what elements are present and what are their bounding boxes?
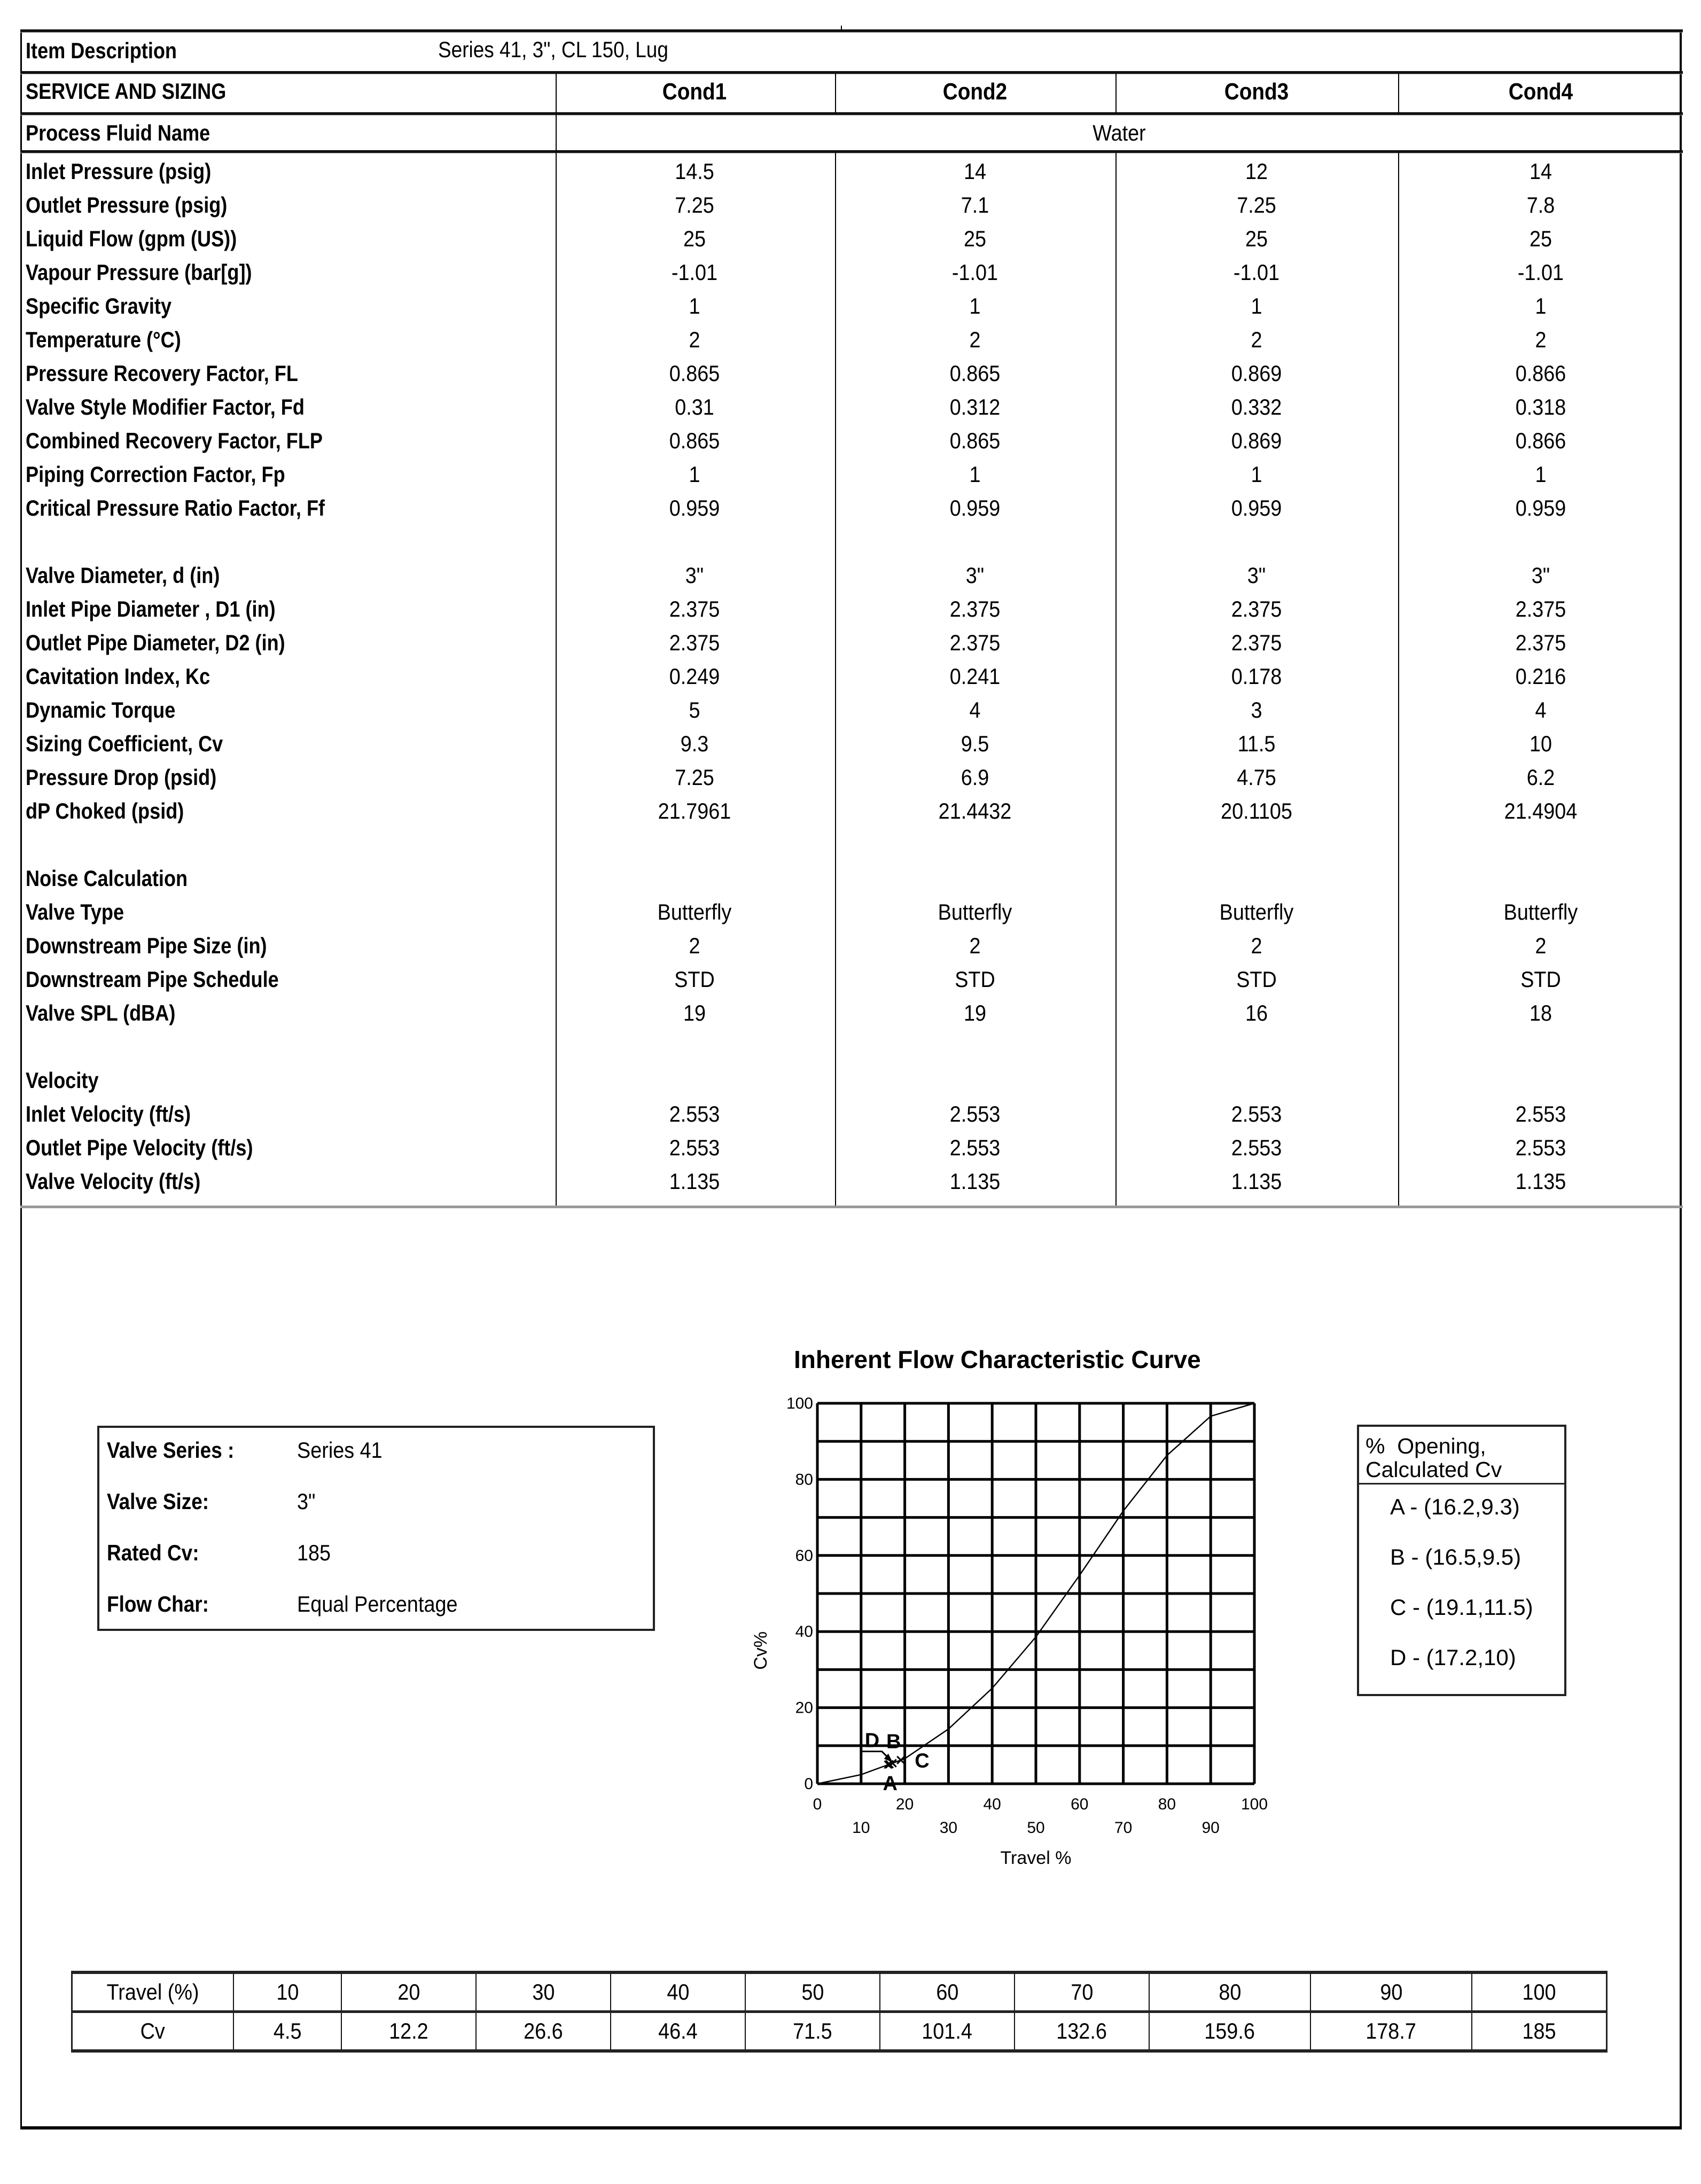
legend-item: A - (16.2,9.3) [1390, 1494, 1520, 1519]
cell-cond4: 1.135 [1515, 1169, 1566, 1194]
row-label: Cavitation Index, Kc [26, 664, 210, 689]
row-label: Inlet Velocity (ft/s) [26, 1101, 191, 1126]
cell-cond3: 3" [1247, 563, 1266, 588]
row-label: Combined Recovery Factor, FLP [26, 428, 323, 453]
cell-cond3: 0.869 [1231, 361, 1282, 386]
row-label: Vapour Pressure (bar[g]) [26, 260, 252, 285]
legend-item: D - (17.2,10) [1390, 1645, 1516, 1670]
cell-cond3: -1.01 [1233, 260, 1280, 285]
row-label: Liquid Flow (gpm (US)) [26, 226, 237, 251]
cell-cond1: 7.25 [675, 192, 714, 217]
cell-cond2: 19 [963, 1000, 987, 1025]
cell-cond3: 16 [1245, 1000, 1268, 1025]
cell-cond4: 0.866 [1515, 361, 1566, 386]
valve-info-value: 185 [297, 1540, 331, 1565]
legend-header [1359, 1427, 1564, 1485]
cv-cell [341, 2012, 476, 2051]
y-tick-label: 80 [795, 1471, 813, 1489]
condition-header-1: Cond1 [662, 79, 727, 105]
condition-header-4: Cond4 [1508, 79, 1573, 105]
cell-cond2: Butterfly [938, 899, 1012, 924]
cell-cond1: 3" [685, 563, 704, 588]
cv-value: 178.7 [1366, 2018, 1417, 2043]
legend-item: B - (16.5,9.5) [1390, 1544, 1521, 1569]
cell-cond3: 11.5 [1237, 731, 1276, 756]
valve-info-key: Rated Cv: [107, 1540, 199, 1565]
cell-cond4: 21.4904 [1504, 798, 1578, 823]
sizing-header-label: SERVICE AND SIZING [26, 79, 227, 104]
cv-cell [745, 2012, 880, 2051]
legend-title-line1: % Opening, [1366, 1434, 1486, 1458]
travel-cell [745, 1972, 880, 2012]
cv-cell [1310, 2012, 1472, 2051]
y-tick-label: 60 [795, 1546, 813, 1565]
cell-cond4: 25 [1529, 226, 1552, 251]
item-description-value: Series 41, 3", CL 150, Lug [438, 37, 668, 62]
cell-cond4: 2.553 [1515, 1135, 1566, 1160]
cell-cond1: 2.375 [669, 630, 720, 655]
cv-value: 185 [1522, 2018, 1556, 2043]
y-axis-label: Cv% [751, 1631, 771, 1670]
travel-value: 50 [801, 1979, 824, 2004]
operating-point-label-b: B [886, 1730, 901, 1753]
travel-cell [1149, 1972, 1310, 2012]
row-label: Inlet Pipe Diameter , D1 (in) [26, 596, 276, 621]
y-tick-label: 40 [795, 1623, 813, 1641]
cell-cond2: 7.1 [961, 192, 989, 217]
chart-title: Inherent Flow Characteristic Curve [794, 1346, 1201, 1373]
cell-cond4: 0.318 [1515, 394, 1566, 419]
cell-cond1: 2 [689, 933, 700, 958]
cell-cond3: Butterfly [1219, 899, 1294, 924]
row-label: Downstream Pipe Size (in) [26, 933, 267, 958]
row-label: Pressure Drop (psid) [26, 765, 217, 790]
travel-value: 60 [935, 1979, 959, 2004]
cell-cond2: 0.959 [949, 495, 1001, 520]
row-label: Piping Correction Factor, Fp [26, 462, 285, 487]
operating-point-label-a: A [883, 1773, 898, 1796]
x-tick-label: 40 [983, 1796, 1001, 1813]
operating-point-label-d: D [864, 1729, 880, 1752]
cell-cond4: Butterfly [1503, 899, 1578, 924]
cell-cond1: 2.553 [669, 1101, 720, 1126]
cv-value: 26.6 [524, 2018, 563, 2043]
cell-cond2: 0.312 [949, 394, 1001, 419]
cell-cond4: 3" [1531, 563, 1550, 588]
x-tick-label: 0 [813, 1796, 822, 1813]
cell-cond4: 4 [1535, 697, 1547, 722]
cell-cond4: STD [1520, 967, 1561, 992]
travel-value: 70 [1070, 1979, 1094, 2004]
cell-cond3: 2.553 [1231, 1101, 1282, 1126]
cell-cond1: 7.25 [675, 765, 714, 790]
row-label: Valve Type [26, 899, 124, 924]
cell-cond4: 2.375 [1515, 596, 1566, 621]
legend-title-line2: Calculated Cv [1366, 1457, 1502, 1482]
valve-info-value: Series 41 [297, 1437, 383, 1463]
cell-cond1: 14.5 [675, 159, 714, 184]
row-label: Downstream Pipe Schedule [26, 967, 279, 992]
valve-info-key: Flow Char: [107, 1591, 209, 1616]
travel-cell [1015, 1972, 1149, 2012]
cell-cond2: 1.135 [949, 1169, 1001, 1194]
cv-row [72, 2012, 1607, 2051]
cv-cell [233, 2012, 341, 2051]
travel-cell [1472, 1972, 1607, 2012]
process-fluid-label: Process Fluid Name [26, 120, 210, 145]
calculated-cv-legend [1357, 1425, 1566, 1696]
cell-cond4: -1.01 [1517, 260, 1564, 285]
cell-cond3: 1.135 [1231, 1169, 1282, 1194]
cell-cond1: Butterfly [657, 899, 732, 924]
cell-cond1: 1 [689, 293, 700, 318]
cell-cond2: 0.865 [949, 428, 1001, 453]
cell-cond2: 2 [969, 933, 981, 958]
travel-value: 100 [1522, 1979, 1556, 2004]
cell-cond1: 21.7961 [658, 798, 731, 823]
cv-value: 101.4 [922, 2018, 973, 2043]
cell-cond4: 0.216 [1515, 664, 1566, 689]
row-label: Critical Pressure Ratio Factor, Ff [26, 495, 325, 520]
cell-cond2: 4 [969, 697, 981, 722]
cell-cond1: 19 [683, 1000, 706, 1025]
cell-cond3: 2 [1251, 933, 1262, 958]
cell-cond3: 2.375 [1231, 596, 1282, 621]
travel-value: 40 [666, 1979, 690, 2004]
valve-info-value: 3" [297, 1489, 316, 1514]
cell-cond4: 18 [1529, 1000, 1552, 1025]
cell-cond4: 2 [1535, 327, 1547, 352]
travel-cell [880, 1972, 1015, 2012]
cell-cond4: 7.8 [1526, 192, 1555, 217]
travel-value: 30 [532, 1979, 555, 2004]
cell-cond1: -1.01 [671, 260, 718, 285]
cell-cond2: 3" [965, 563, 985, 588]
cell-cond2: STD [955, 967, 995, 992]
cell-cond3: 2.375 [1231, 630, 1282, 655]
cell-cond2: 0.241 [949, 664, 1001, 689]
cell-cond2: 2 [969, 327, 981, 352]
cell-cond1: 9.3 [680, 731, 709, 756]
cell-cond1: 5 [689, 697, 700, 722]
cv-value: 46.4 [658, 2018, 698, 2043]
x-tick-label: 60 [1071, 1796, 1089, 1813]
row-label: Outlet Pipe Velocity (ft/s) [26, 1135, 253, 1160]
cell-cond4: 14 [1529, 159, 1552, 184]
cell-cond3: 1 [1251, 293, 1262, 318]
process-fluid-value: Water [1093, 120, 1146, 145]
cv-value: 12.2 [389, 2018, 428, 2043]
row-label: Velocity [26, 1068, 99, 1093]
cell-cond2: -1.01 [951, 260, 998, 285]
cell-cond3: 7.25 [1237, 192, 1276, 217]
row-label: Dynamic Torque [26, 697, 176, 722]
condition-header-2: Cond2 [942, 79, 1008, 105]
row-label: dP Choked (psid) [26, 798, 184, 823]
cell-cond2: 21.4432 [938, 798, 1012, 823]
row-label: Noise Calculation [26, 866, 188, 891]
operating-point-label-c: C [915, 1750, 930, 1773]
cell-cond1: 0.865 [669, 361, 720, 386]
x-axis-label: Travel % [1000, 1848, 1072, 1868]
row-header [72, 2012, 234, 2051]
cell-cond2: 2.553 [949, 1101, 1001, 1126]
cell-cond2: 0.865 [949, 361, 1001, 386]
cv-cell [611, 2012, 745, 2051]
cell-cond2: 14 [963, 159, 987, 184]
x-tick-label: 90 [1201, 1819, 1220, 1837]
cell-cond3: 4.75 [1237, 765, 1276, 790]
y-tick-label: 100 [786, 1395, 813, 1412]
cell-cond1: 2.375 [669, 596, 720, 621]
cv-value: 4.5 [273, 2018, 302, 2043]
cell-cond1: 2 [689, 327, 700, 352]
travel-cell [1310, 1972, 1472, 2012]
cell-cond3: 0.332 [1231, 394, 1282, 419]
travel-cell [611, 1972, 745, 2012]
row-label: Inlet Pressure (psig) [26, 159, 212, 184]
x-tick-label: 70 [1114, 1819, 1133, 1837]
cell-cond4: 0.866 [1515, 428, 1566, 453]
row-header-text: Cv [140, 2018, 166, 2043]
x-tick-label: 80 [1158, 1796, 1176, 1813]
row-label: Valve SPL (dBA) [26, 1000, 176, 1025]
cell-cond3: 25 [1245, 226, 1268, 251]
x-tick-label: 10 [852, 1819, 870, 1837]
item-description-label: Item Description [26, 38, 177, 63]
cv-cell [1015, 2012, 1149, 2051]
cell-cond4: 6.2 [1526, 765, 1555, 790]
cell-cond3: STD [1236, 967, 1277, 992]
valve-info-key: Valve Size: [107, 1489, 209, 1514]
cell-cond3: 2 [1251, 327, 1262, 352]
cell-cond1: 1.135 [669, 1169, 720, 1194]
cv-cell [880, 2012, 1015, 2051]
cv-value: 132.6 [1056, 2018, 1107, 2043]
cell-cond3: 1 [1251, 462, 1262, 487]
row-label: Outlet Pipe Diameter, D2 (in) [26, 630, 285, 655]
cv-cell [1472, 2012, 1607, 2051]
cell-cond3: 2.553 [1231, 1135, 1282, 1160]
cell-cond2: 2.553 [949, 1135, 1001, 1160]
travel-value: 80 [1218, 1979, 1242, 2004]
row-label: Pressure Recovery Factor, FL [26, 361, 298, 386]
cell-cond1: 0.959 [669, 495, 720, 520]
cell-cond3: 0.959 [1231, 495, 1282, 520]
x-tick-label: 30 [939, 1819, 958, 1837]
cv-cell [476, 2012, 611, 2051]
cell-cond3: 0.869 [1231, 428, 1282, 453]
x-tick-label: 100 [1240, 1796, 1268, 1813]
row-label: Sizing Coefficient, Cv [26, 731, 223, 756]
travel-cell [341, 1972, 476, 2012]
cell-cond3: 0.178 [1231, 664, 1282, 689]
cell-cond1: 2.553 [669, 1135, 720, 1160]
cell-cond3: 3 [1251, 697, 1262, 722]
row-label: Valve Velocity (ft/s) [26, 1169, 201, 1194]
condition-header-3: Cond3 [1224, 79, 1289, 105]
row-header-text: Travel (%) [106, 1979, 199, 2004]
row-header [72, 1972, 234, 2012]
y-tick-label: 0 [804, 1775, 813, 1793]
valve-info-key: Valve Series : [107, 1437, 235, 1463]
cell-cond1: 0.31 [675, 394, 714, 419]
cell-cond1: STD [674, 967, 715, 992]
x-tick-label: 50 [1027, 1819, 1045, 1837]
travel-cv-table [71, 1971, 1608, 2053]
cv-value: 71.5 [793, 2018, 832, 2043]
travel-cell [476, 1972, 611, 2012]
cell-cond1: 25 [683, 226, 706, 251]
cell-cond4: 2.553 [1515, 1101, 1566, 1126]
y-tick-label: 20 [795, 1699, 813, 1717]
cell-cond4: 1 [1535, 462, 1547, 487]
travel-cell [233, 1972, 341, 2012]
travel-value: 20 [397, 1979, 420, 2004]
travel-row [72, 1972, 1607, 2012]
cv-cell [1149, 2012, 1310, 2051]
cell-cond2: 1 [969, 462, 981, 487]
cell-cond2: 2.375 [949, 630, 1001, 655]
cell-cond4: 0.959 [1515, 495, 1566, 520]
cell-cond3: 12 [1245, 159, 1268, 184]
cell-cond4: 10 [1529, 731, 1552, 756]
cell-cond2: 25 [963, 226, 987, 251]
travel-value: 10 [276, 1979, 299, 2004]
cell-cond1: 0.865 [669, 428, 720, 453]
x-tick-label: 20 [895, 1796, 914, 1813]
cell-cond2: 9.5 [961, 731, 989, 756]
cell-cond2: 6.9 [961, 765, 989, 790]
cell-cond2: 2.375 [949, 596, 1001, 621]
cell-cond1: 0.249 [669, 664, 720, 689]
cell-cond4: 2.375 [1515, 630, 1566, 655]
row-label: Outlet Pressure (psig) [26, 192, 228, 217]
row-label: Specific Gravity [26, 293, 172, 318]
cell-cond3: 20.1105 [1221, 798, 1292, 823]
cell-cond1: 1 [689, 462, 700, 487]
cell-cond2: 1 [969, 293, 981, 318]
cv-value: 159.6 [1204, 2018, 1255, 2043]
travel-value: 90 [1379, 1979, 1403, 2004]
row-label: Valve Diameter, d (in) [26, 563, 220, 588]
row-label: Valve Style Modifier Factor, Fd [26, 394, 305, 419]
legend-item: C - (19.1,11.5) [1390, 1595, 1533, 1620]
row-label: Temperature (°C) [26, 327, 181, 352]
cell-cond4: 2 [1535, 933, 1547, 958]
valve-info-value: Equal Percentage [297, 1591, 458, 1616]
cell-cond4: 1 [1535, 293, 1547, 318]
